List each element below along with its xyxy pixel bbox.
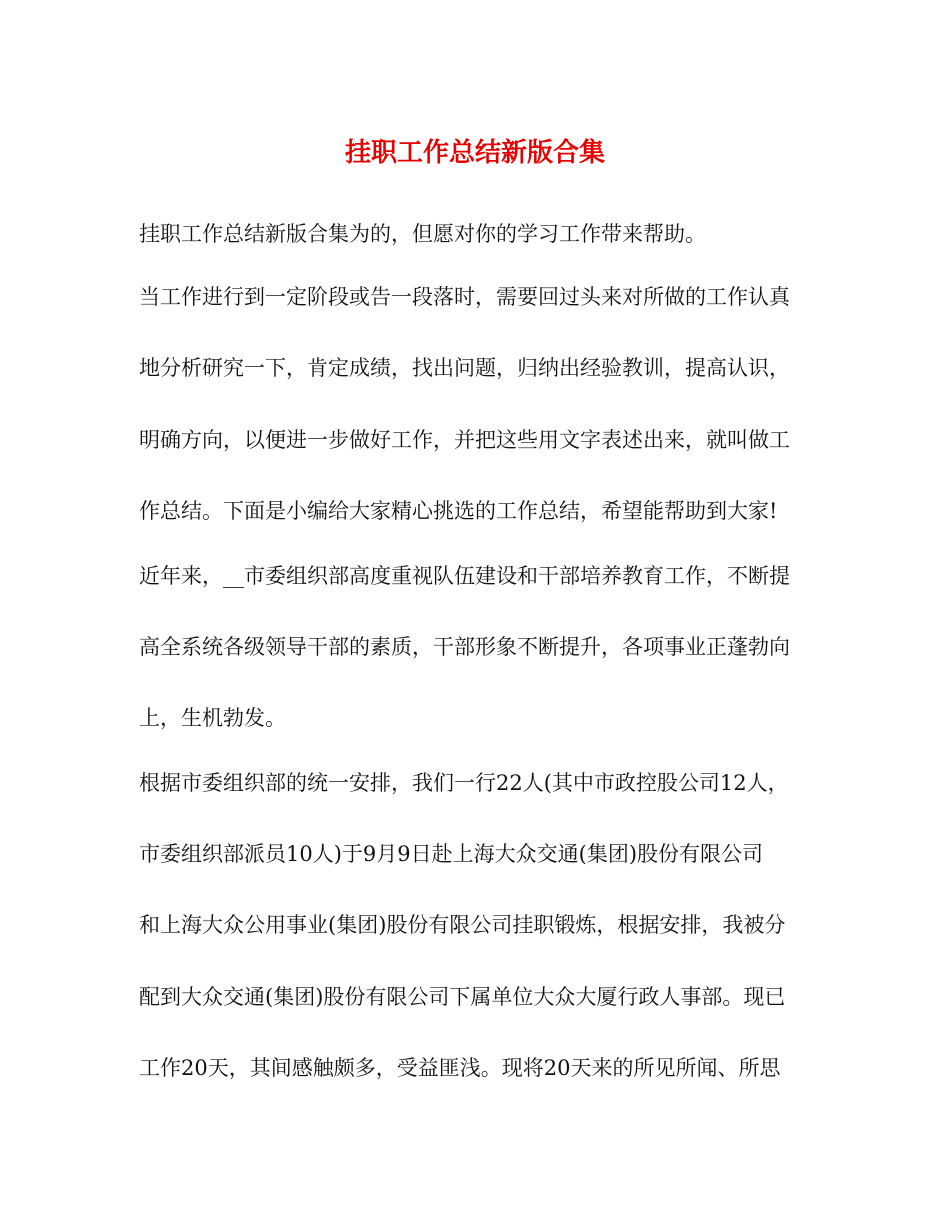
text-line: 和上海大众公用事业(集团)股份有限公司挂职锻炼，根据安排，我被分 bbox=[139, 913, 786, 937]
text-line: 上，生机勃发。 bbox=[139, 706, 286, 730]
text-line: 挂职工作总结新版合集为的，但愿对你的学习工作带来帮助。 bbox=[139, 222, 706, 246]
text-line: 明确方向，以便进一步做好工作，并把这些用文字表述出来，就叫做工 bbox=[139, 428, 790, 452]
text-line: 根据市委组织部的统一安排，我们一行22人(其中市政控股公司12人， bbox=[139, 771, 789, 795]
text-line: 高全系统各级领导干部的素质，干部形象不断提升，各项事业正蓬勃向 bbox=[139, 635, 790, 659]
text-line: 作总结。下面是小编给大家精心挑选的工作总结，希望能帮助到大家! bbox=[139, 499, 778, 523]
text-line: 市委组织部派员10人)于9月9日赴上海大众交通(集团)股份有限公司 bbox=[139, 842, 764, 866]
text-line: 地分析研究一下，肯定成绩，找出问题，归纳出经验教训，提高认识， bbox=[139, 356, 790, 380]
text-line: 工作20天，其间感触颇多，受益匪浅。现将20天来的所见所闻、所思 bbox=[139, 1056, 781, 1080]
text-line: 当工作进行到一定阶段或告一段落时，需要回过头来对所做的工作认真 bbox=[139, 285, 790, 309]
document-title: 挂职工作总结新版合集 bbox=[344, 138, 605, 168]
text-line: 近年来，__市委组织部高度重视队伍建设和干部培养教育工作，不断提 bbox=[139, 564, 790, 588]
text-line: 配到大众交通(集团)股份有限公司下属单位大众大厦行政人事部。现已 bbox=[139, 985, 786, 1009]
